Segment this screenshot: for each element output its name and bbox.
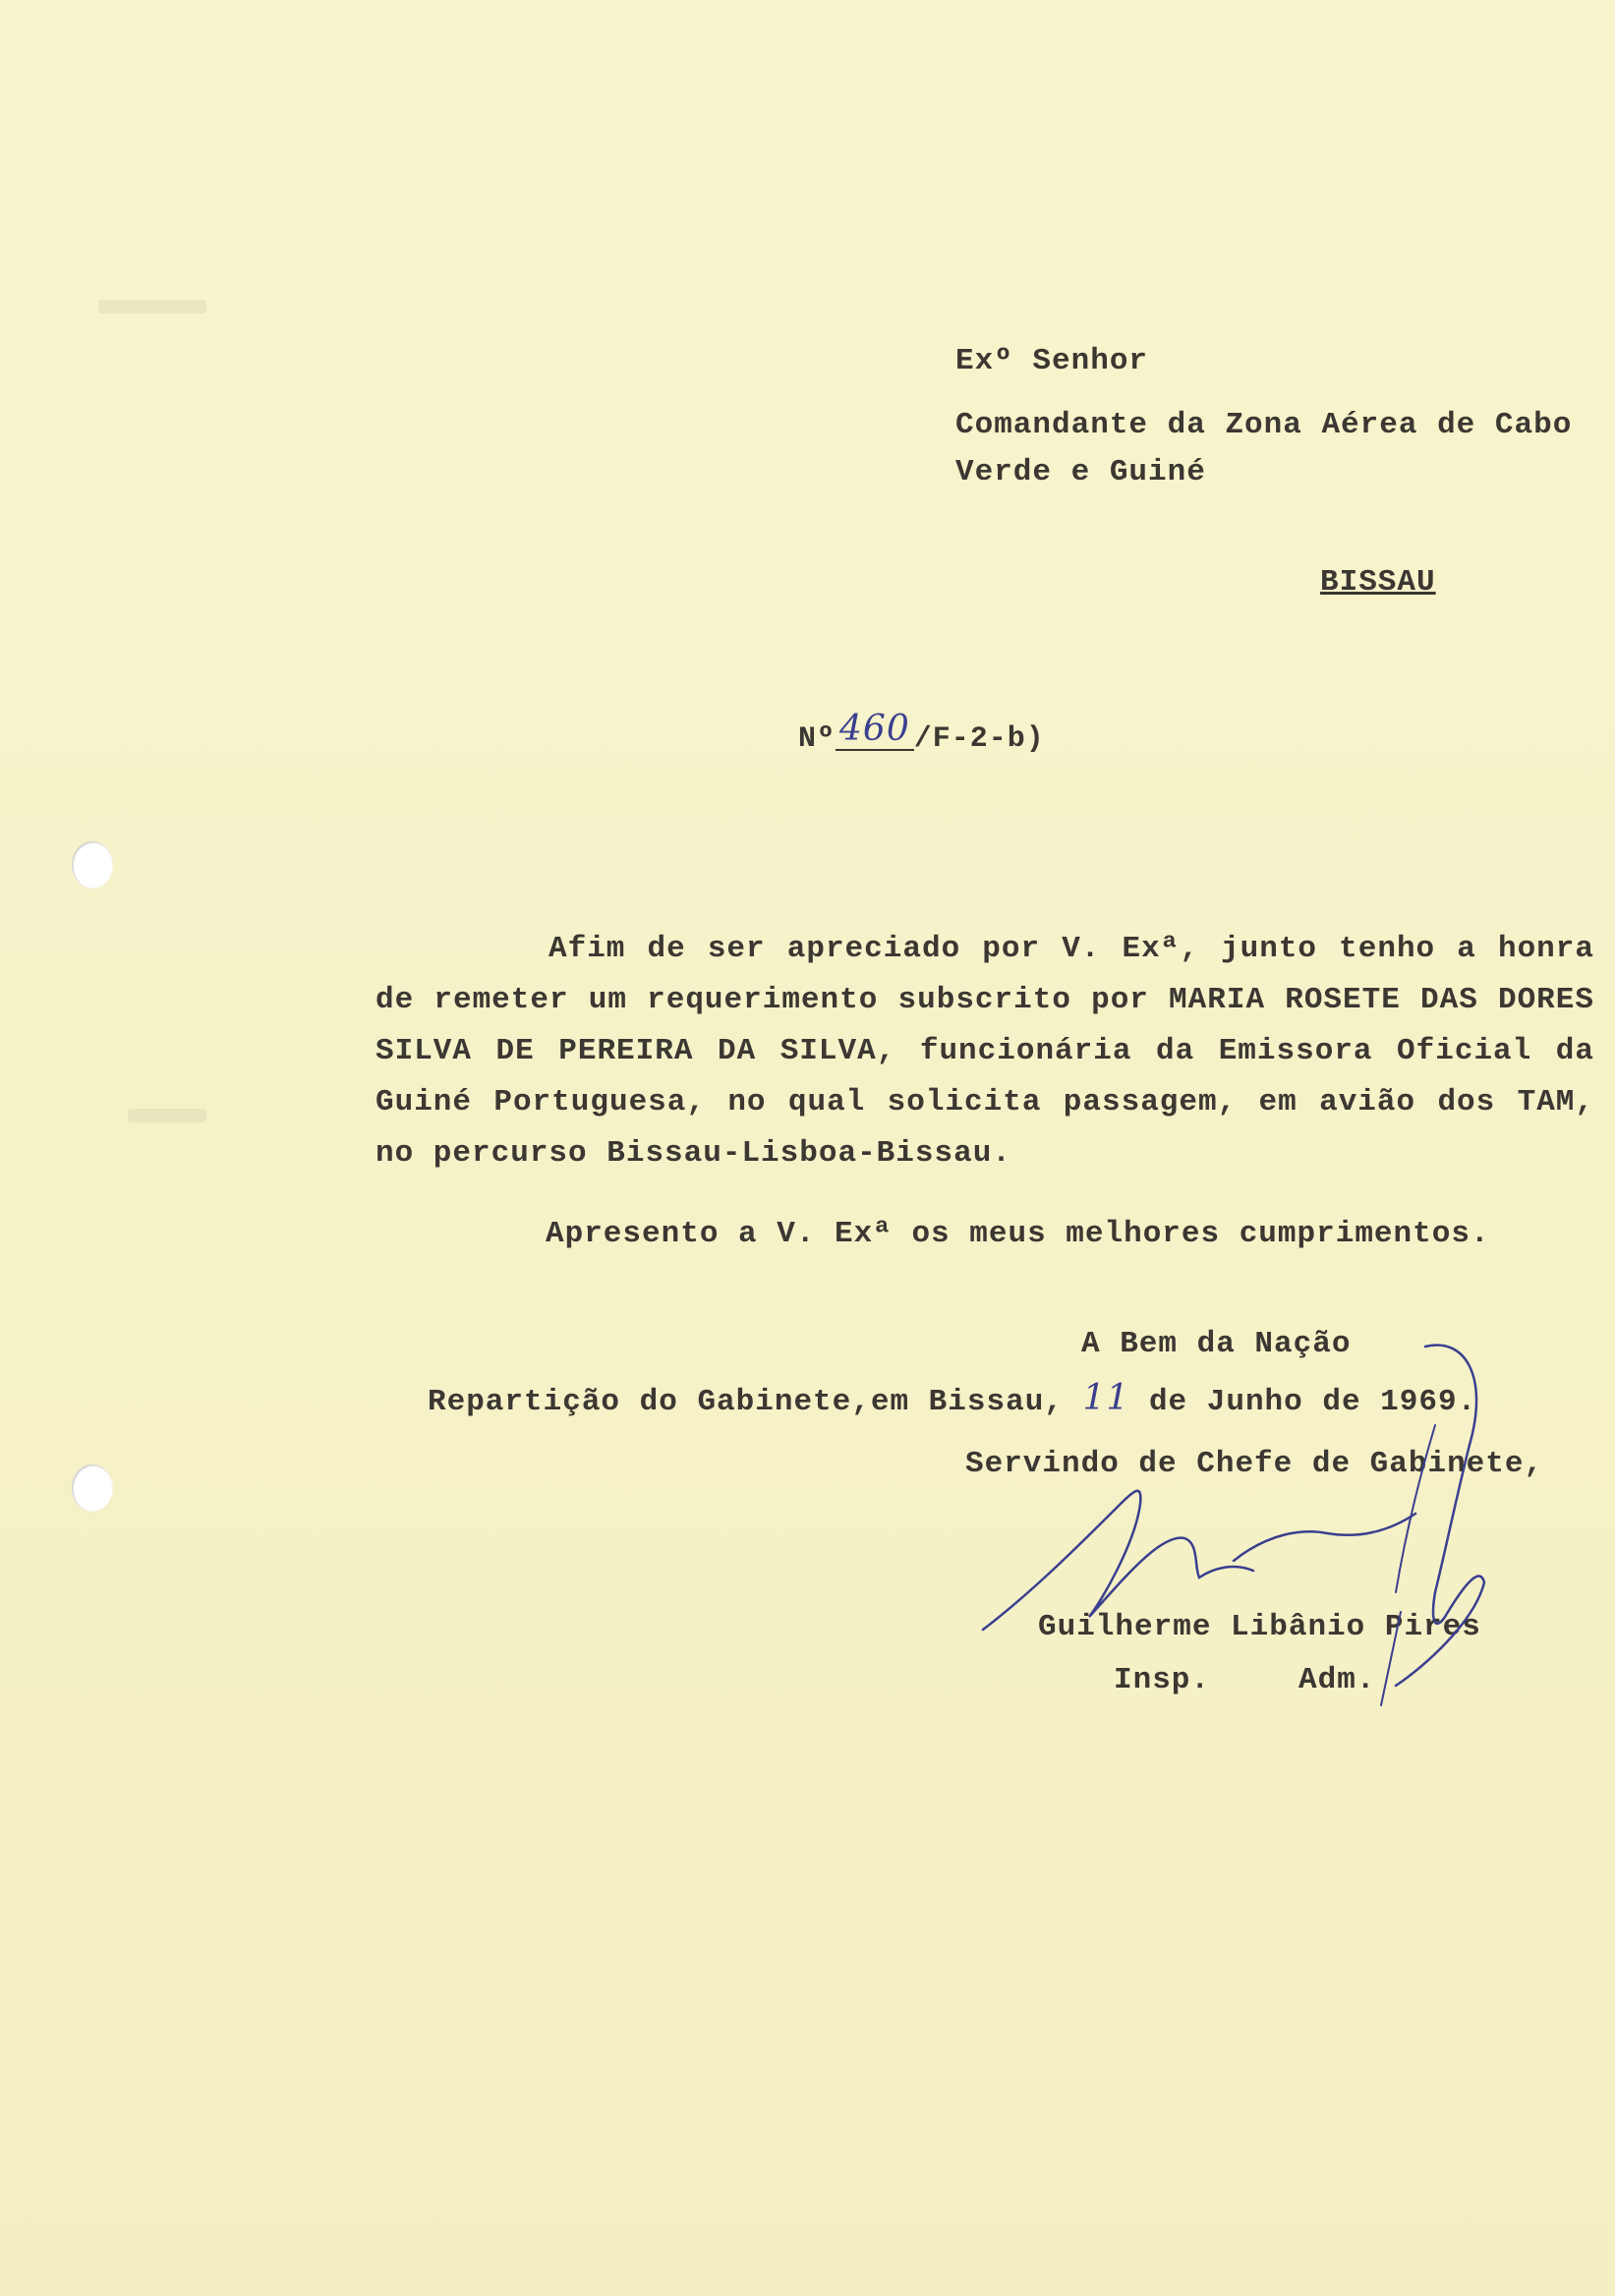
addressee-line-2: Verde e Guiné <box>955 455 1206 489</box>
salutation: Exº Senhor <box>955 344 1149 378</box>
handwritten-signature <box>973 1337 1524 1710</box>
signer-name: Guilherme Libânio Pires <box>1038 1610 1481 1644</box>
closing-line: Apresento a V. Exª os meus melhores cumprimentos. <box>546 1217 1490 1251</box>
date-suffix: de Junho de 1969. <box>1148 1385 1477 1419</box>
body-paragraph: Afim de ser apreciado por V. Exª, junto tenho a honra de remeter um requerimento subscrito por MARIA ROSETE DAS DORES SILVA DE PEREIRA DA SILVA, funcionária da Emissora Oficial da Guiné Portuguesa, no qual solicita passagem, em avião dos TAM, no percurso Bissau-Lisboa-Bissau. <box>375 932 1594 1171</box>
reference-number <box>798 709 1045 757</box>
motto: A Bem da Nação <box>1081 1327 1352 1361</box>
punch-hole-top <box>72 841 113 889</box>
signer-title-1: Insp. <box>1114 1663 1211 1697</box>
serving-as-chief: Servindo de Chefe de Gabinete, <box>965 1447 1544 1481</box>
paper-smudge <box>128 1109 206 1122</box>
reference-prefix: Nº <box>798 722 836 756</box>
paper-smudge <box>98 300 206 314</box>
signer-title-2: Adm. <box>1298 1663 1376 1697</box>
reference-suffix: /F-2-b) <box>913 722 1045 756</box>
letter-body <box>375 924 1594 1179</box>
reference-handwritten-number: 460 <box>836 709 914 751</box>
punch-hole-bottom <box>72 1464 113 1512</box>
addressee-line-1: Comandante da Zona Aérea de Cabo <box>955 408 1573 442</box>
date-prefix: Repartição do Gabinete,em Bissau, <box>428 1385 1064 1419</box>
date-day-handwritten: 11 <box>1082 1378 1130 1418</box>
addressee-city: BISSAU <box>1320 565 1436 600</box>
